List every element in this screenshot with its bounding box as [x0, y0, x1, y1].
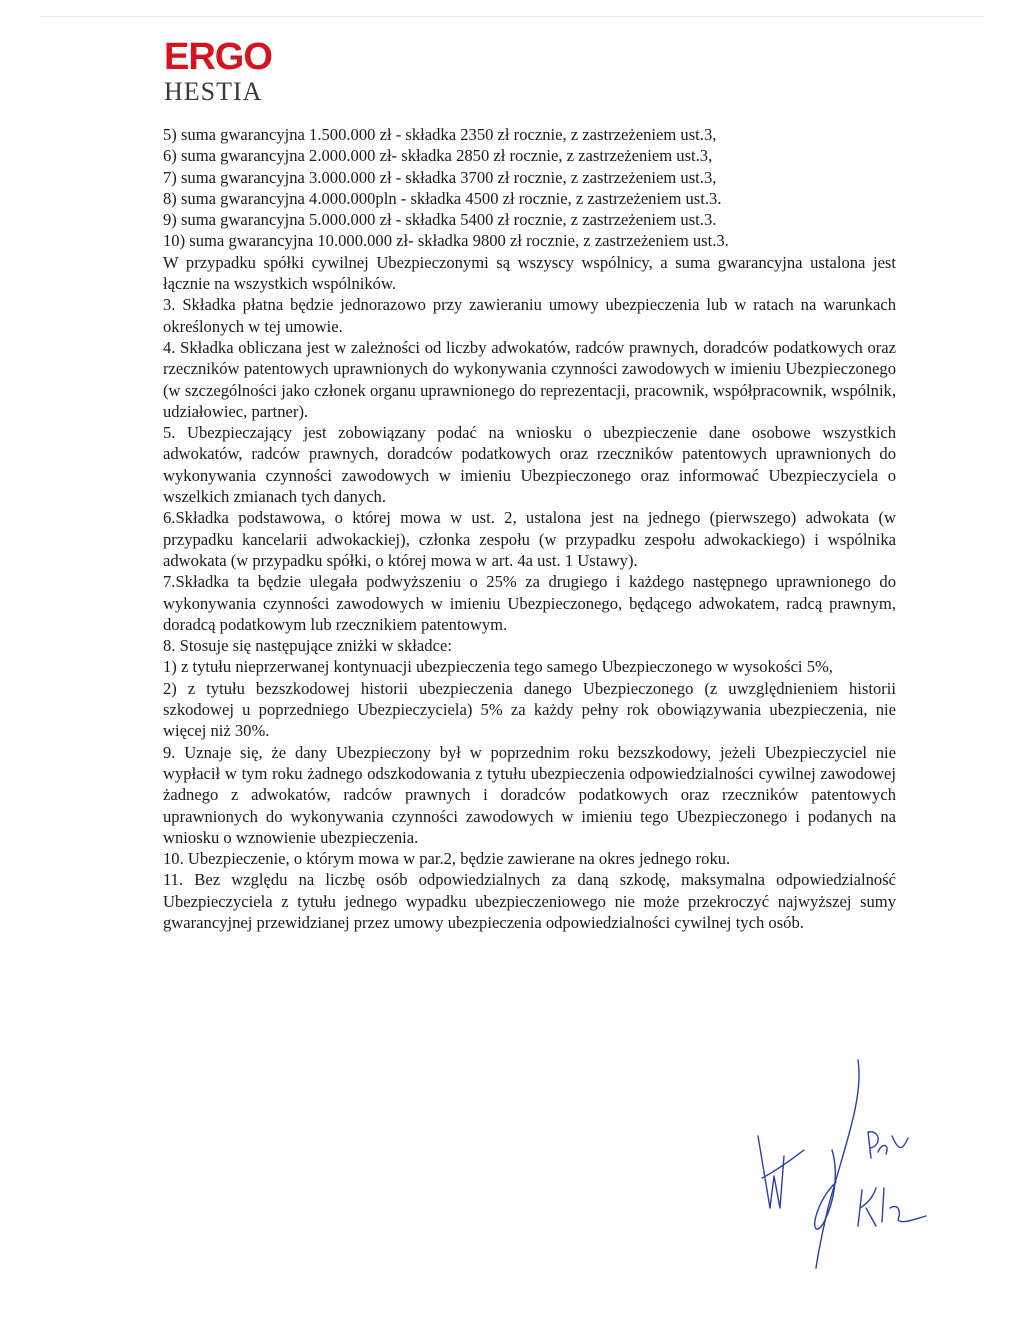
handwritten-signature — [740, 1058, 970, 1278]
paragraph: 9. Uznaje się, że dany Ubezpieczony był w poprzednim roku bezszkodowy, jeżeli Ubezpieczyciel nie wypłacił w tym roku żadnego odszkodowania z tytułu ubezpieczenia odpowiedzialności cywilnej zawodowej żadnego z adwokatów, radców prawnych i doradców podatkowych oraz rzeczników patentowych uprawnionych do wykonywania czynności zawodowych w imieniu tego Ubezpieczonego i podanych na wniosku o wznowienie ubezpieczenia. — [163, 742, 896, 847]
paragraph: 1) z tytułu nieprzerwanej kontynuacji ubezpieczenia tego samego Ubezpieczonego w wysokości 5%, — [163, 657, 833, 677]
signature-stroke — [868, 1132, 908, 1158]
paragraph: 6.Składka podstawowa, o której mowa w ust. 2, ustalona jest na jednego (pierwszego) adwokata (w przypadku kancelarii adwokackiej), członka zespołu (w przypadku zespołu adwokackiego) i wspólnika adwokata (w przypadku spółki, o której mowa w art. 4a ust. 1 Ustawy). — [163, 508, 896, 570]
paragraph: 10. Ubezpieczenie, o którym mowa w par.2, będzie zawierane na okres jednego roku. — [163, 849, 731, 869]
signature-stroke — [758, 1136, 784, 1208]
page-top-rule — [40, 16, 984, 17]
paragraph: 2) z tytułu bezszkodowej historii ubezpieczenia danego Ubezpieczonego (z uwzględnieniem historii szkodowej u poprzedniego Ubezpieczyciela) 5% za każdy pełny rok obowiązywania ubezpieczenia, nie więcej niż 30%. — [163, 678, 896, 741]
logo-brand: ERGO — [164, 36, 272, 78]
paragraph: 5. Ubezpieczający jest zobowiązany podać na wniosku o ubezpieczenie dane osobowe wszystkich adwokatów, radców prawnych, doradców podatkowych oraz rzeczników patentowych uprawnionych do wykonywania czynności zawodowych w imieniu Ubezpieczonego oraz informować Ubezpieczyciela o wszelkich zmianach tych danych. — [163, 423, 896, 507]
paragraph: 11. Bez względu na liczbę osób odpowiedzialnych za daną szkodę, maksymalna odpowiedzialność Ubezpieczyciela z tytułu jednego wypadku ubezpieczeniowego nie może przekroczyć najwyższej sumy gwarancyjnej przewidzianej przez umowy ubezpieczenia odpowiedzialności cywilnej tych osób. — [163, 870, 896, 932]
logo-sub: HESTIA — [164, 77, 263, 106]
signature-stroke — [858, 1188, 926, 1226]
document-body — [163, 124, 896, 933]
signature-drawing — [740, 1058, 970, 1278]
paragraph: 8. Stosuje się następujące zniżki w składce: — [163, 636, 452, 656]
paragraph: 9) suma gwarancyjna 5.000.000 zł - składka 5400 zł rocznie, z zastrzeżeniem ust.3. — [163, 210, 717, 230]
paragraph: 8) suma gwarancyjna 4.000.000pln - składka 4500 zł rocznie, z zastrzeżeniem ust.3. — [163, 188, 722, 208]
signature-stroke — [816, 1060, 859, 1268]
paragraph: 3. Składka płatna będzie jednorazowo przy zawieraniu umowy ubezpieczenia lub w ratach na warunkach określonych w tej umowie. — [163, 295, 896, 336]
paragraph: 10) suma gwarancyjna 10.000.000 zł- składka 9800 zł rocznie, z zastrzeżeniem ust.3. — [163, 231, 729, 251]
paragraph: 7.Składka ta będzie ulegała podwyższeniu o 25% za drugiego i każdego następnego uprawnionego do wykonywania czynności zawodowych w imieniu Ubezpieczonego, będącego adwokatem, radcą prawnym, doradcą podatkowym lub rzecznikiem patentowym. — [163, 572, 896, 634]
ergo-hestia-logo — [164, 38, 272, 106]
paragraph: 6) suma gwarancyjna 2.000.000 zł- składka 2850 zł rocznie, z zastrzeżeniem ust.3, — [163, 146, 713, 166]
paragraph: 5) suma gwarancyjna 1.500.000 zł - składka 2350 zł rocznie, z zastrzeżeniem ust.3, — [163, 125, 717, 144]
paragraph: 4. Składka obliczana jest w zależności od liczby adwokatów, radców prawnych, doradców podatkowych oraz rzeczników patentowych uprawnionych do wykonywania czynności zawodowych w imieniu Ubezpieczonego (w szczególności jako członek organu uprawnionego do reprezentacji, pracownik, współpracownik, wspólnik, udziałowiec, partner). — [163, 337, 896, 421]
paragraph: W przypadku spółki cywilnej Ubezpieczonymi są wszyscy wspólnicy, a suma gwarancyjna ustalona jest łącznie na wszystkich wspólników. — [163, 252, 896, 294]
paragraph: 7) suma gwarancyjna 3.000.000 zł - składka 3700 zł rocznie, z zastrzeżeniem ust.3, — [163, 167, 717, 187]
